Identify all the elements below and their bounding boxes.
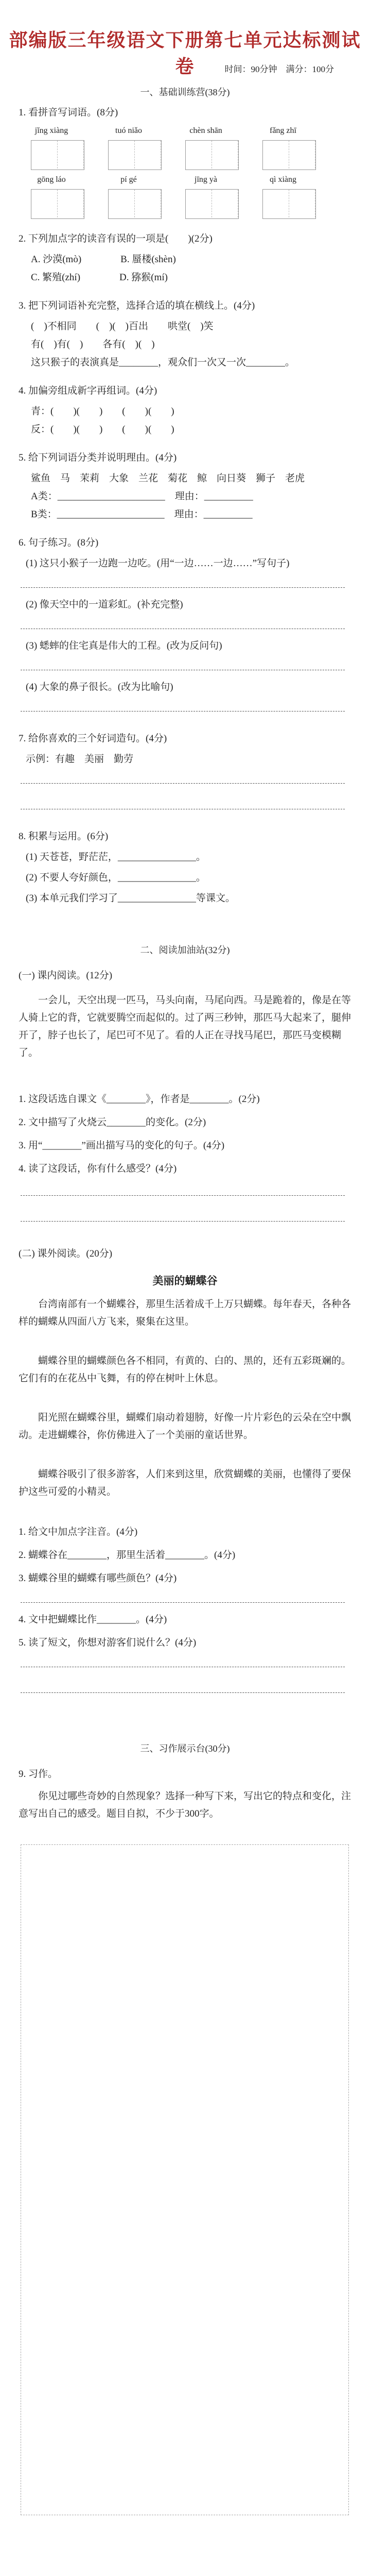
- read2-label: (二) 课外阅读。(20分): [19, 1248, 113, 1259]
- pinyin-7: jīng yà: [195, 175, 217, 184]
- read2-q3: 3. 蝴蝶谷里的蝴蝶有哪些颜色？(4分): [19, 1573, 177, 1584]
- write-grid[interactable]: [108, 189, 162, 219]
- read2-q4: 4. 文中把蝴蝶比作________。(4分): [19, 1614, 167, 1625]
- read2-p1: 台湾南部有一个蝴蝶谷，那里生活着成千上万只蝴蝶。每年春天，各种各样的蝴蝶从四面八方飞来，聚集在这里。: [19, 1299, 351, 1327]
- pinyin-2: tuó niǎo: [115, 126, 142, 135]
- essay-writing-area[interactable]: [21, 1844, 349, 2515]
- part1-header: 一、基础训练营(38分): [140, 87, 230, 97]
- q4-line2: 反：( )( ) ( )( ): [31, 424, 174, 435]
- write-grid[interactable]: [31, 189, 84, 219]
- q8-s3: (3) 本单元我们学习了________________等课文。: [26, 893, 235, 904]
- q7-label: 7. 给你喜欢的三个好词造句。(4分): [19, 733, 167, 744]
- read1-q1: 1. 这段话选自课文《________》，作者是________。(2分): [19, 1094, 260, 1105]
- q7-hint: 示例：有趣 美丽 勤劳: [26, 754, 134, 765]
- pinyin-6: pí gé: [120, 175, 137, 184]
- pinyin-1: jǐng xiàng: [34, 126, 68, 135]
- q3-line1: ( )不相同 ( )( )百出 哄堂( )笑: [31, 321, 214, 332]
- write-grid[interactable]: [185, 140, 239, 170]
- write-grid[interactable]: [108, 140, 162, 170]
- read1-q3: 3. 用“________”画出描写马的变化的句子。(4分): [19, 1140, 225, 1151]
- exam-meta: 时间：90分钟 满分：100分: [224, 64, 334, 74]
- read2-q5: 5. 读了短文，你想对游客们说什么？(4分): [19, 1637, 197, 1648]
- q8-s2: (2) 不要人夸好颜色，________________。: [26, 872, 206, 883]
- q1-label: 1. 看拼音写词语。(8分): [19, 107, 118, 118]
- q8-label: 8. 积累与运用。(6分): [19, 831, 109, 842]
- write-grid[interactable]: [185, 189, 239, 219]
- q6-label: 6. 句子练习。(8分): [19, 537, 99, 548]
- q5-label: 5. 给下列词语分类并说明理由。(4分): [19, 452, 177, 463]
- q6-s2: (2) 像天空中的一道彩虹。(补充完整): [26, 599, 183, 610]
- read1-q2: 2. 文中描写了火烧云________的变化。(2分): [19, 1117, 206, 1128]
- q3-line2: 有( )有( ) 各有( )( ): [31, 339, 155, 350]
- q2-option-a: A. 沙漠(mò) B. 蜃楼(shèn): [31, 254, 176, 265]
- write-grid[interactable]: [31, 140, 84, 170]
- q2-option-b: C. 繁殖(zhí) D. 猕猴(mí): [31, 272, 168, 283]
- pinyin-3: chèn shān: [189, 126, 222, 135]
- read1-label: (一) 课内阅读。(12分): [19, 970, 113, 981]
- q4-label: 4. 加偏旁组成新字再组词。(4分): [19, 385, 157, 396]
- read1-text: 一会儿，天空出现一匹马，马头向南，马尾向西。马是跪着的，像是在等人骑上它的背，它就要腾空而起似的。过了两三秒钟，那匹马大起来了，腿伸开了，脖子也长了，尾巴可不见了。看的人正在寻找马尾巴，那匹马变模糊了。: [19, 995, 351, 1058]
- q6-s3: (3) 蟋蟀的住宅真是伟大的工程。(改为反问句): [26, 640, 222, 651]
- q6-s1: (1) 这只小猴子一边跑一边吃。(用“一边……一边……”写句子): [26, 558, 290, 569]
- q3-line3: 这只猴子的表演真是________，观众们一次又一次________。: [31, 357, 295, 368]
- pinyin-5: gōng láo: [37, 175, 66, 184]
- read2-p3: 阳光照在蝴蝶谷里，蝴蝶们扇动着翅膀，好像一片片彩色的云朵在空中飘动。走进蝴蝶谷，你仿佛进入了一个美丽的童话世界。: [19, 1412, 351, 1440]
- answer-line[interactable]: [21, 1221, 345, 1222]
- q5-words: 鲨鱼 马 茉莉 大象 兰花 菊花 鲸 向日葵 狮子 老虎: [31, 473, 305, 484]
- q4-line1: 青：( )( ) ( )( ): [31, 406, 174, 417]
- q5-line1: A类：______________________ 理由：__________: [31, 491, 253, 502]
- q2-label: 2. 下列加点字的读音有误的一项是( )(2分): [19, 233, 213, 244]
- answer-line[interactable]: [21, 1692, 345, 1693]
- q3-label: 3. 把下列词语补充完整，选择合适的填在横线上。(4分): [19, 300, 255, 311]
- q6-s4: (4) 大象的鼻子很长。(改为比喻句): [26, 682, 173, 692]
- read2-p4: 蝴蝶谷吸引了很多游客，人们来到这里，欣赏蝴蝶的美丽，也懂得了要保护这些可爱的小精灵。: [19, 1469, 351, 1497]
- read2-p2: 蝴蝶谷里的蝴蝶颜色各不相同，有黄的、白的、黑的，还有五彩斑斓的。它们有的在花丛中飞舞，有的停在树叶上休息。: [19, 1355, 351, 1384]
- essay-label: 9. 习作。: [19, 1769, 58, 1780]
- answer-line[interactable]: [21, 1195, 345, 1196]
- read1-q4: 4. 读了这段话，你有什么感受？(4分): [19, 1163, 177, 1174]
- pinyin-4: fǎng zhī: [270, 126, 296, 135]
- answer-line[interactable]: [21, 783, 345, 784]
- pinyin-8: qì xiàng: [270, 175, 296, 184]
- q8-s1: (1) 天苍苍，野茫茫，________________。: [26, 852, 206, 862]
- answer-line[interactable]: [21, 587, 345, 588]
- part3-header: 三、习作展示台(30分): [140, 1743, 230, 1754]
- answer-line[interactable]: [21, 1602, 345, 1603]
- read2-q1: 1. 给文中加点字注音。(4分): [19, 1527, 138, 1537]
- write-grid[interactable]: [262, 140, 316, 170]
- page-title: 部编版三年级语文下册第七单元达标测试卷: [9, 29, 361, 77]
- read2-q2: 2. 蝴蝶谷在________，那里生活着________。(4分): [19, 1550, 236, 1561]
- read2-title: 美丽的蝴蝶谷: [152, 1275, 218, 1287]
- part2-header: 二、阅读加油站(32分): [140, 945, 230, 955]
- write-grid[interactable]: [262, 189, 316, 219]
- essay-prompt: 你见过哪些奇妙的自然现象？选择一种写下来，写出它的特点和变化，注意写出自己的感受。题目自拟，不少于300字。: [19, 1791, 351, 1819]
- q5-line2: B类：______________________ 理由：__________: [31, 509, 253, 520]
